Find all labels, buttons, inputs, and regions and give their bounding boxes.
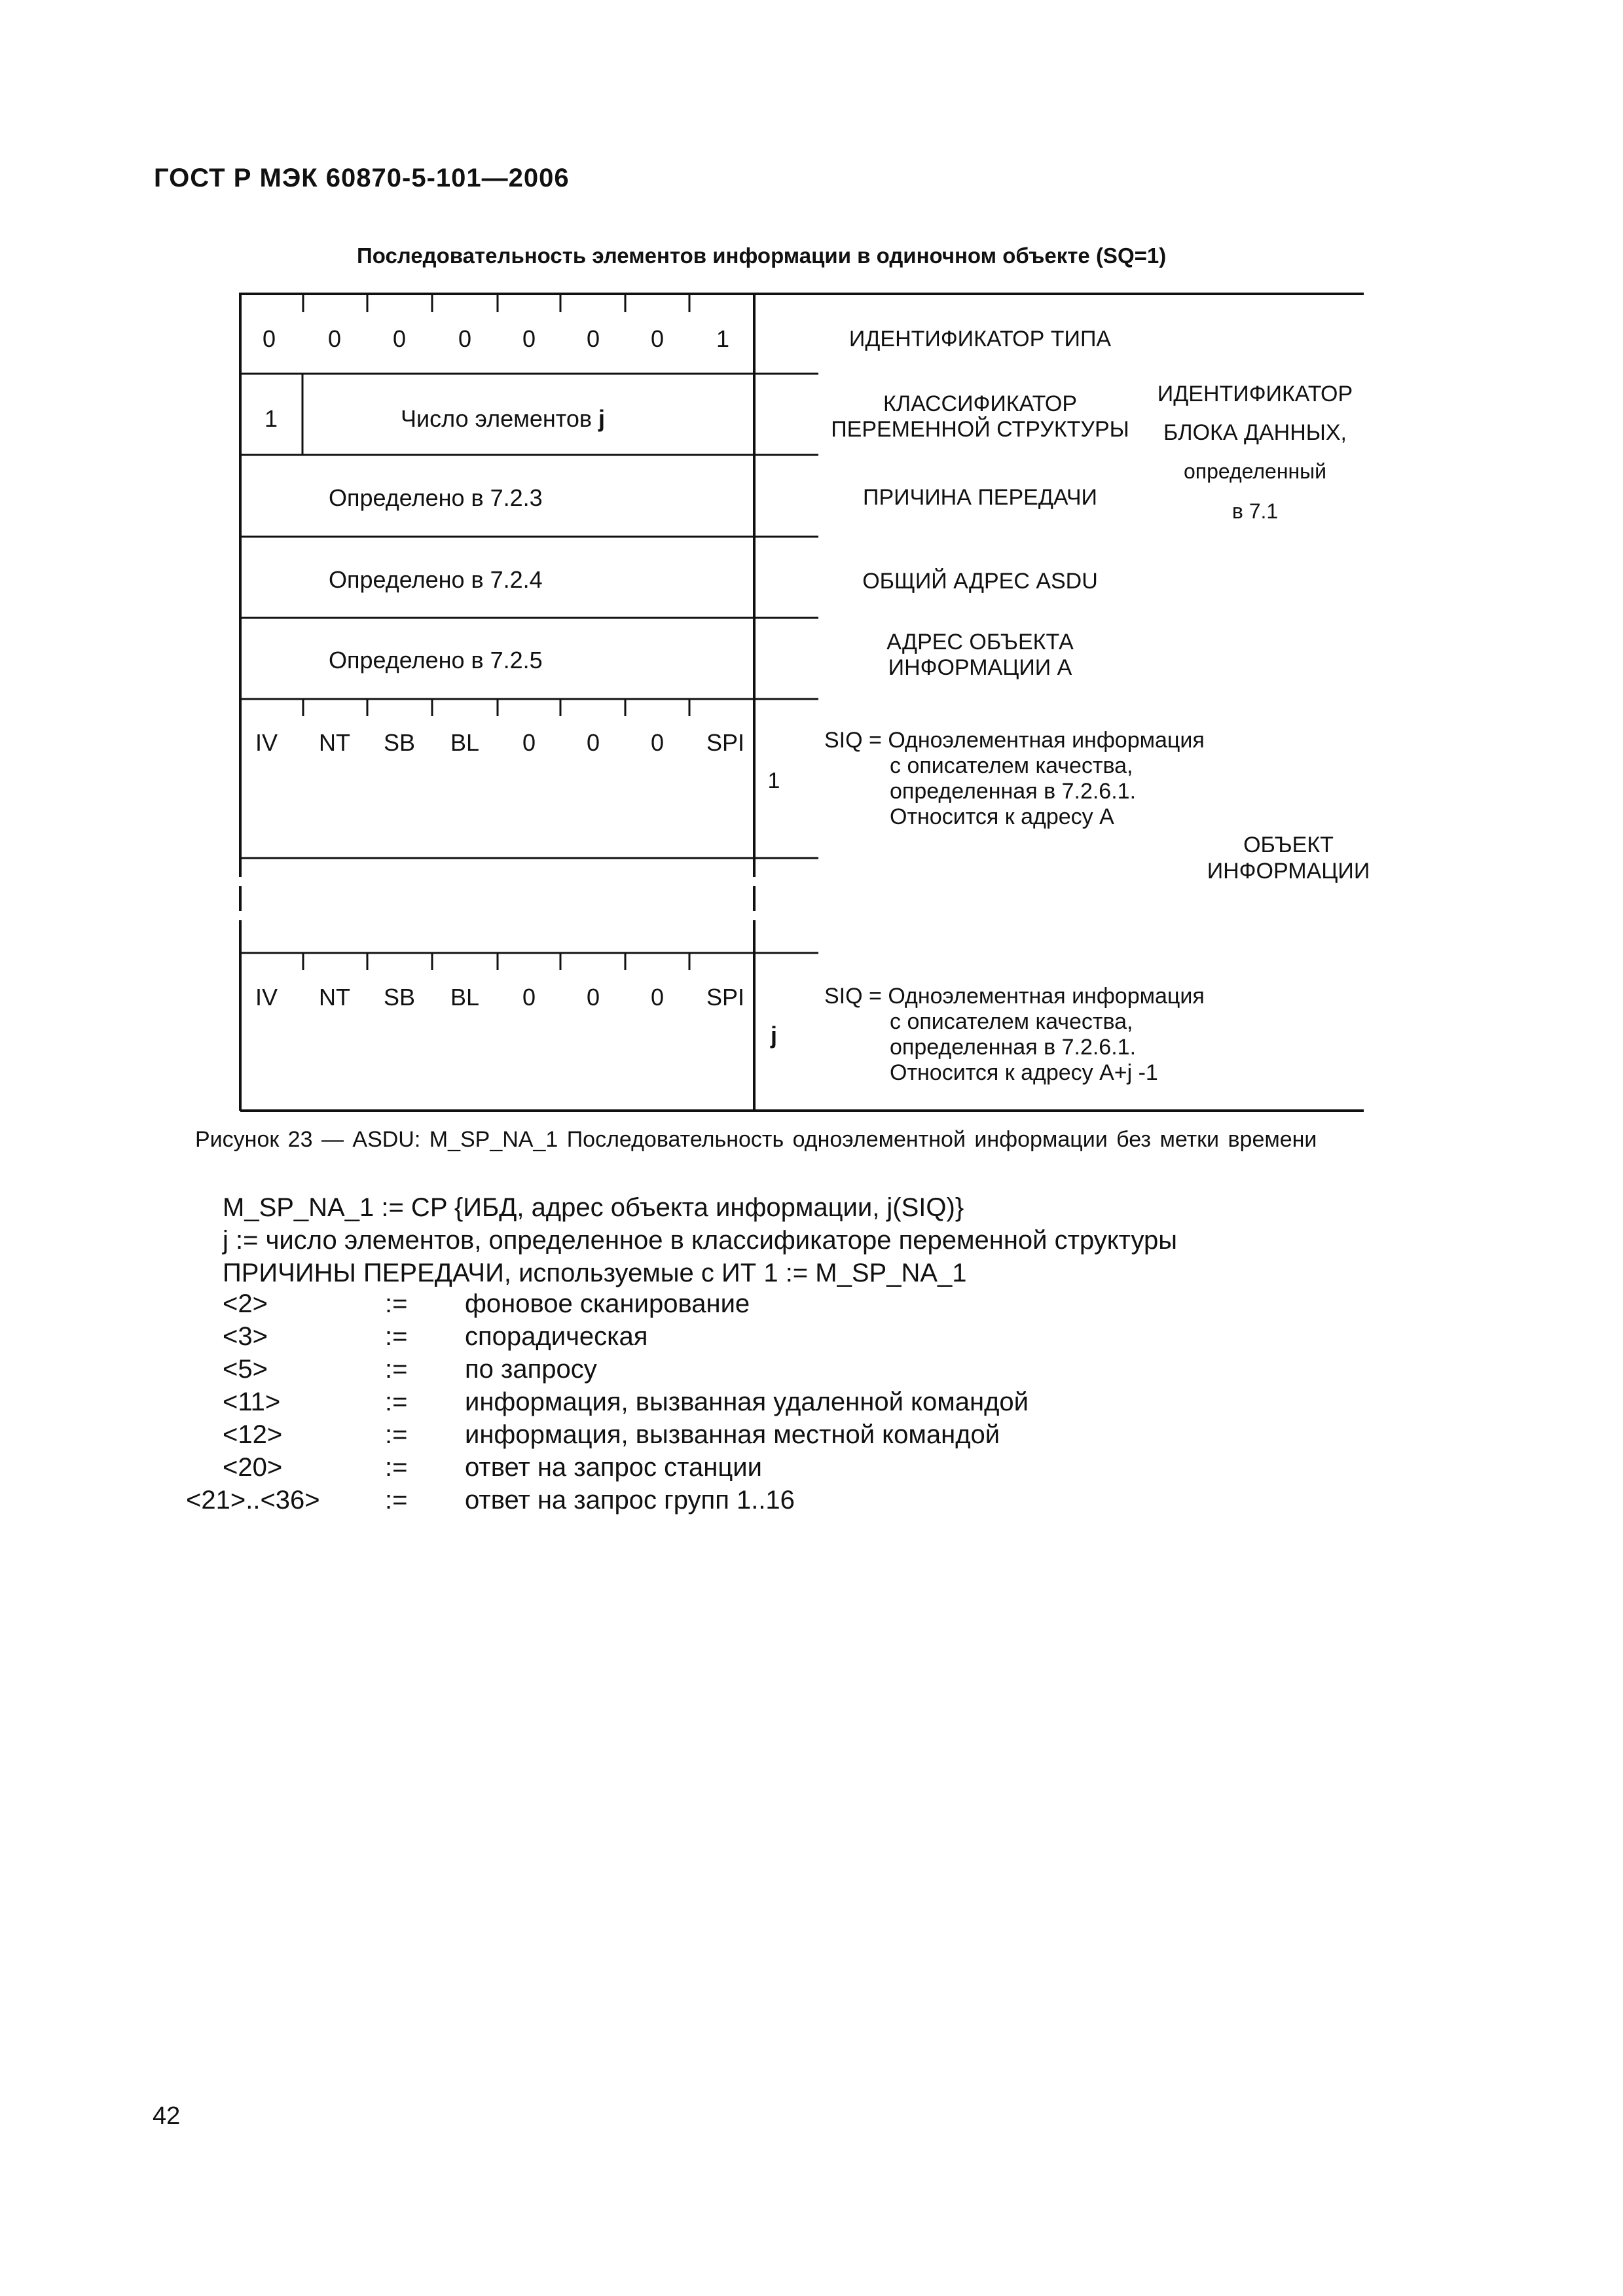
cause-code: <11> [223, 1388, 281, 1416]
cause-text: по запросу [465, 1355, 597, 1384]
type-id-label: ИДЕНТИФИКАТОР ТИПА [848, 327, 1112, 351]
type-bit-2: 0 [650, 325, 665, 352]
asdu-diagram [0, 0, 1623, 1126]
siqj-bit-sb: SB [383, 984, 416, 1011]
type-bit-3: 0 [586, 325, 600, 352]
siq1-bit-3: 0 [522, 729, 536, 756]
element-count-label: Число элементов j [401, 405, 606, 432]
cause-text: фоновое сканирование [465, 1289, 750, 1318]
dui-label-line1: ИДЕНТИФИКАТОР [1157, 382, 1353, 406]
siqj-desc-line2: с описателем качества, [890, 1009, 1133, 1034]
cause-op: := [385, 1289, 408, 1318]
cause-op: := [385, 1322, 408, 1351]
siq1-desc-line2: с описателем качества, [890, 753, 1133, 778]
cause-op: := [385, 1453, 408, 1482]
cause-op: := [385, 1388, 408, 1416]
siq1-desc-line1: SIQ = Одноэлементная информация [824, 728, 1205, 753]
siqj-bit-bl: BL [450, 984, 480, 1011]
siqj-bit-nt: NT [319, 984, 350, 1011]
type-bit-6: 0 [392, 325, 407, 352]
cause-op: := [385, 1420, 408, 1449]
vsq-label-line1: КЛАССИФИКАТОР [883, 391, 1078, 416]
info-object-label-line2: ИНФОРМАЦИИ [1207, 859, 1370, 884]
siq1-bit-sb: SB [383, 729, 416, 756]
ioa-label-line1: АДРЕС ОБЪЕКТА [886, 630, 1074, 655]
definition-line-1: M_SP_NA_1 := CP {ИБД, адрес объекта информации, j(SIQ)} [223, 1193, 964, 1222]
dui-label-line2: БЛОКА ДАННЫХ, [1163, 420, 1347, 445]
type-bit-8: 0 [262, 325, 276, 352]
siq1-bit-nt: NT [319, 729, 350, 756]
common-address-field: Определено в 7.2.4 [329, 566, 543, 593]
siqj-bit-1: 0 [650, 984, 665, 1011]
siqj-bit-iv: IV [255, 984, 278, 1011]
type-bit-1: 1 [716, 325, 730, 352]
definition-block [223, 1191, 1177, 1289]
cause-text: информация, вызванная удаленной командой [465, 1388, 1029, 1416]
figure-caption: Рисунок 23 — ASDU: M_SP_NA_1 Последовательность одноэлементной информации без метки времени [195, 1127, 1317, 1152]
diagram-title: Последовательность элементов информации в одиночном объекте (SQ=1) [357, 243, 1167, 268]
definition-line-2: j := число элементов, определенное в классификаторе переменной структуры [223, 1226, 1177, 1255]
sq-bit: 1 [264, 405, 278, 432]
cause-code: <21>..<36> [186, 1486, 320, 1515]
cause-text: спорадическая [465, 1322, 648, 1351]
siq1-bit-bl: BL [450, 729, 480, 756]
common-address-label: ОБЩИЙ АДРЕС ASDU [862, 569, 1098, 594]
siqj-bit-spi: SPI [706, 984, 745, 1011]
siqj-bit-3: 0 [522, 984, 536, 1011]
ioa-label-line2: ИНФОРМАЦИИ А [888, 655, 1072, 680]
siqj-bit-2: 0 [586, 984, 600, 1011]
cause-op: := [385, 1355, 408, 1384]
object-index-j: j [770, 1022, 778, 1049]
type-bit-5: 0 [458, 325, 472, 352]
siq1-bit-iv: IV [255, 729, 278, 756]
document-header: ГОСТ Р МЭК 60870-5-101—2006 [154, 164, 570, 192]
cause-code: <2> [223, 1289, 268, 1318]
type-bit-4: 0 [522, 325, 536, 352]
vsq-label-line2: ПЕРЕМЕННОЙ СТРУКТУРЫ [831, 417, 1129, 442]
info-object-label-line1: ОБЪЕКТ [1243, 833, 1334, 857]
siq1-bit-2: 0 [586, 729, 600, 756]
siq1-bit-1: 0 [650, 729, 665, 756]
cot-field: Определено в 7.2.3 [329, 484, 543, 511]
cot-label: ПРИЧИНА ПЕРЕДАЧИ [863, 485, 1097, 510]
dui-label-line4: в 7.1 [1231, 499, 1279, 523]
siq1-desc-line4: Относится к адресу А [890, 804, 1114, 829]
siq1-desc-line3: определенная в 7.2.6.1. [890, 779, 1137, 804]
cause-text: ответ на запрос станции [465, 1453, 762, 1482]
siqj-desc-line1: SIQ = Одноэлементная информация [824, 984, 1205, 1009]
object-index-1: 1 [767, 768, 780, 793]
ioa-field: Определено в 7.2.5 [329, 647, 543, 673]
cause-code: <20> [223, 1453, 283, 1482]
siqj-desc-line4: Относится к адресу А+j -1 [890, 1060, 1158, 1085]
cause-text: информация, вызванная местной командой [465, 1420, 1000, 1449]
dui-label-line3: определенный [1183, 459, 1327, 483]
cause-code: <3> [223, 1322, 268, 1351]
siqj-desc-line3: определенная в 7.2.6.1. [890, 1035, 1137, 1060]
definition-line-3: ПРИЧИНЫ ПЕРЕДАЧИ, используемые с ИТ 1 := M_SP_NA_1 [223, 1259, 967, 1287]
page-number: 42 [153, 2102, 181, 2130]
cause-code: <5> [223, 1355, 268, 1384]
cause-op: := [385, 1486, 408, 1515]
siq1-bit-spi: SPI [706, 729, 745, 756]
cause-code: <12> [223, 1420, 283, 1449]
cause-text: ответ на запрос групп 1..16 [465, 1486, 795, 1515]
type-bit-7: 0 [327, 325, 342, 352]
